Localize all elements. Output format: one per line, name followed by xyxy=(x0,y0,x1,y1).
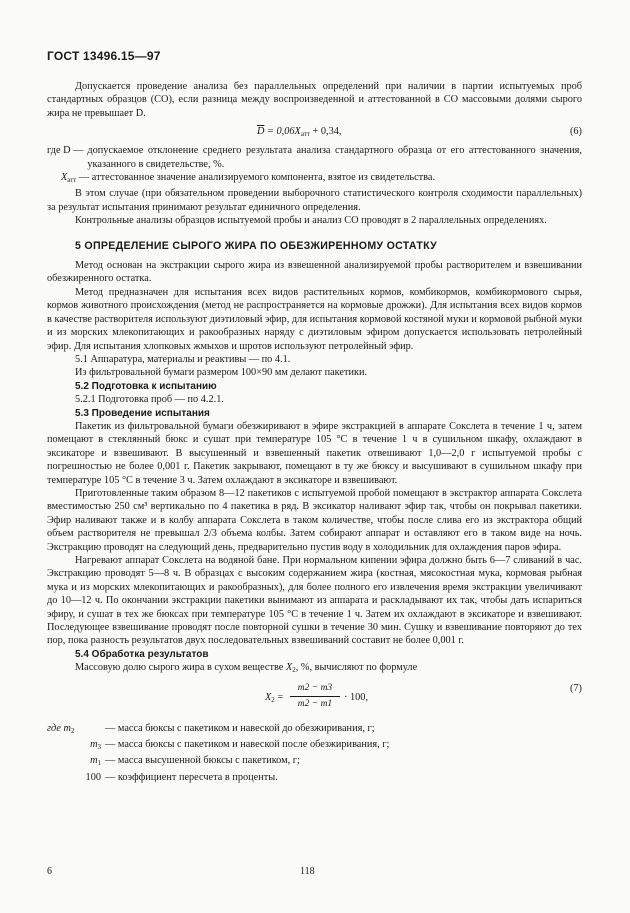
formula-7-lhs-var: X xyxy=(265,691,272,703)
variable-text: — коэффициент пересчета в проценты. xyxy=(105,771,278,783)
formula-6-rhs: = 0,06X xyxy=(267,126,301,138)
formula-7 xyxy=(47,682,582,716)
formula-6-lhs: $\overline{D}$ xyxy=(257,126,265,138)
page-number-left: 6 xyxy=(47,866,52,877)
intro-paragraph-1: Допускается проведение анализа без параллельных определений при наличии в партии испытуемых проб стандартных образцов (СО), если разница между воспроизведенной и аттестованной в СО массовыми долями сырого жира не превышает D. xyxy=(47,81,582,119)
definition-d-text: допускаемое отклонение среднего результата анализа стандартного образца от его аттестованного значения, указанного в свидетельстве, %. xyxy=(87,145,582,170)
variable-row xyxy=(47,771,582,787)
formula-7-lhs-sub: 2 xyxy=(271,695,275,704)
section-5-paragraph-6: Пакетик из фильтровальной бумаги обезжиривают в эфире экстракцией в аппарате Сокслета в течение 1 ч, затем помещают в стеклянный бюкс и сушат при температуре 105 °С в течение 1 ч в сушильном шкафу, охлаждают в эксикаторе и взвешивают. В высушенный и взвешенный пакетик отвешивают 1,0—2,0 г испытуемой пробы с погрешностью не более 0,001 г. Пакетик закрывают, помещают в ту же бюксу и высушивают в сушильном шкафу при температуре 105 °С в течение 3 ч. Затем охлаждают в эксикаторе и взвешивают. xyxy=(47,420,582,486)
formula-7-denominator: m2 − m1 xyxy=(297,699,333,710)
intro-paragraph-3: Контрольные анализы образцов испытуемой пробы и анализ СО проводят в 2 параллельных определениях. xyxy=(75,215,547,227)
formula-7-variables xyxy=(47,722,582,788)
section-5-paragraph-7: Приготовленные таким образом 8—12 пакетиков с испытуемой пробой помещают в экстрактор аппарата Сокслета вместимостью 250 см³ вертикально по 4 пакетика в ряд. В эксикатор наливают эфир так, чтобы он покрывал пакетики. Эфир наливают также и в колбу аппарата Сокслета в таком количестве, чтобы после слива его из экстрактора общий объем растворителя не превышал 2/3 объема колбы. Затем собирают аппарат и оставляют его в таком виде на ночь. Экстракцию проводят на следующий день, предварительно пустив воду в холодильник для охлаждения паров эфира. xyxy=(47,487,582,553)
definition-xatt-sub: атт xyxy=(67,176,77,185)
p9-var: X xyxy=(285,662,293,674)
variable-text: — масса бюксы с пакетиком и навеской до обезжиривания, г; xyxy=(105,722,375,734)
definition-d-label: где D — xyxy=(47,145,84,157)
formula-6-number: (6) xyxy=(569,126,582,138)
definition-d xyxy=(47,144,582,171)
subsection-5-3-title: 5.3 Проведение испытания xyxy=(75,407,210,419)
formula-6-tail: + 0,34, xyxy=(309,126,342,138)
definition-xatt xyxy=(47,171,582,187)
document-body xyxy=(47,80,582,787)
section-5-paragraph-1: Метод основан на экстракции сырого жира из взвешенной анализируемой пробы растворителем и взвешивании обезжиренного остатка. xyxy=(47,260,582,285)
intro-paragraph-2: В этом случае (при обязательном проведении выборочного статистического контроля сходимости параллельных) за результат испытания принимают результат единичного определения. xyxy=(47,188,582,213)
formula-7-lhs: $X_2$ = xyxy=(265,691,284,704)
variable-row xyxy=(47,754,582,770)
section-5-paragraph-9 xyxy=(47,661,582,677)
page-number-center: 118 xyxy=(300,866,315,877)
subsection-5-4-title: 5.4 Обработка результатов xyxy=(75,648,209,660)
variable-key: где $m_2$ xyxy=(47,722,75,735)
document-header: ГОСТ 13496.15—97 xyxy=(47,49,161,63)
variable-key: 100 xyxy=(85,771,101,783)
variable-key: $m_3$ xyxy=(90,739,101,752)
formula-6 xyxy=(47,125,582,141)
formula-7-number: (7) xyxy=(569,682,582,694)
formula-7-numerator: m2 − m3 xyxy=(290,682,340,697)
formula-7-fraction xyxy=(290,682,340,712)
section-5-title: 5 ОПРЕДЕЛЕНИЕ СЫРОГО ЖИРА ПО ОБЕЗЖИРЕННОМУ ОСТАТКУ xyxy=(75,239,438,252)
variable-text: — масса бюксы с пакетиком и навеской после обезжиривания, г; xyxy=(105,739,390,751)
p9-sub: 2 xyxy=(292,666,296,675)
definition-xatt-text: — аттестованное значение анализируемого компонента, взятое из свидетельства. xyxy=(76,172,436,184)
variable-row xyxy=(47,738,582,754)
formula-6-sub: атт xyxy=(300,130,310,139)
formula-7-rhs: · 100, xyxy=(344,691,369,703)
section-5-paragraph-2: Метод предназначен для испытания всех видов растительных кормов, комбикормов, комбикормового сырья, кормов животного происхождения (метод не распространяется на кормовые дрожжи). Для испытания всех видов кормов в качестве растворителя используют диэтиловый эфир, для испытания кормовой костяной муки и кормовой рыбной муки и из морских млекопитающих и ракообразных наряду с диэтиловым эфиром допускается использовать петролейный эфир. Для испытания хлопковых жмыхов и шротов используют петролейный эфир. xyxy=(47,286,582,352)
formula-6-expression xyxy=(257,125,341,141)
definition-xatt-var: X xyxy=(61,172,68,184)
section-5-paragraph-8: Нагревают аппарат Сокслета на водяной бане. При нормальном кипении эфира должно быть 6—7 сливаний в час. Экстракцию проводят 5—8 ч. В образцах с высоким содержанием жира (костная, мясокостная мука, кормовая рыбная мука и из морских млекопитающих и ракообразных), для более полного его извлечения время экстракции увеличивают до 10—12 ч. По окончании экстракции пакетики вынимают из аппарата и раскладывают их так, чтобы дать испариться эфиру, и сушат в тех же бюксах при температуре 105 °С в течение 1 ч. Затем их охлаждают в эксикаторе и взвешивают. Последующее взвешивание проводят после повторной сушки в течение 30 мин. Сушку и взвешивание повторяют до тех пор, пока разность результатов двух последовательных взвешиваний составит не более 0,001 г. xyxy=(47,555,582,647)
variable-text: — масса высушенной бюксы с пакетиком, г; xyxy=(105,755,300,767)
p9-pre: Массовую долю сырого жира в сухом веществе xyxy=(75,662,286,674)
section-5-paragraph-4: Из фильтровальной бумаги размером 100×90 мм делают пакетики. xyxy=(75,367,368,379)
clause-5-2-1: 5.2.1 Подготовка проб — по 4.2.1. xyxy=(75,394,224,406)
variable-row xyxy=(47,722,582,738)
clause-5-1: 5.1 Аппаратура, материалы и реактивы — по 4.1. xyxy=(75,353,291,365)
variable-key: $m_1$ xyxy=(90,755,101,768)
p9-post: , %, вычисляют по формуле xyxy=(295,662,418,674)
subsection-5-2-title: 5.2 Подготовка к испытанию xyxy=(75,380,217,392)
